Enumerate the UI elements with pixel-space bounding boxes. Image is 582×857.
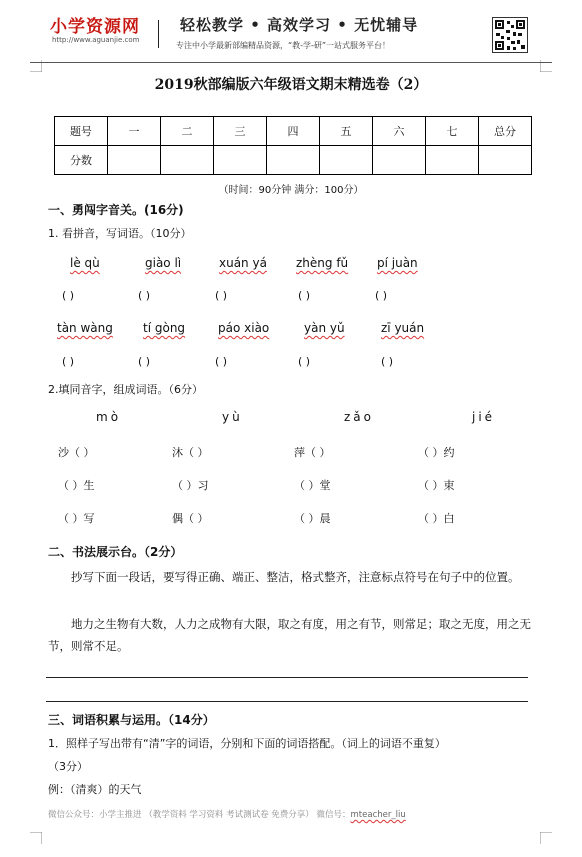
answer-blank[interactable]: ( ) [62,289,75,302]
question-prompt: 1. 看拼音，写词语。（10分） [48,227,192,240]
answer-blank[interactable]: ( ) [381,355,394,368]
answer-blank[interactable]: ( ) [215,289,228,302]
answer-blank[interactable]: ( ) [62,355,75,368]
header-divider [158,20,159,48]
score-blank-cell[interactable] [161,146,214,175]
pinyin-syllable: zǎo [344,410,374,424]
score-blank-cell[interactable] [267,146,320,175]
footer [48,808,406,820]
section-heading: 一、勇闯字音关。(16分) [48,203,184,217]
answer-blank[interactable]: ( ) [298,289,311,302]
score-blank-cell[interactable] [426,146,479,175]
homophone-blank[interactable]: 沐（ ） [172,446,209,459]
exam-title: 2019秋部编版六年级语文期末精选卷（2） [154,77,428,93]
homophone-blank[interactable]: （ ）约 [418,446,455,459]
homophone-blank[interactable]: 萍（ ） [294,446,331,459]
pinyin-word: yàn yǔ [304,321,345,335]
footer-wechat-id[interactable]: mteacher_liu [350,810,406,820]
corner-mark-bottom-left [30,832,42,844]
answer-blank[interactable]: ( ) [298,355,311,368]
homophone-blank[interactable]: （ ）堂 [294,479,331,492]
homophone-blank[interactable]: （ ）束 [418,479,455,492]
header-rule [30,62,552,63]
header-subtitle: 专注中小学最新部编精品资源，“教-学-研”一站式服务平台！ [176,41,391,50]
pinyin-word: zī yuán [381,321,425,335]
score-blank-cell[interactable] [373,146,426,175]
header-slogan: 轻松教学 • 高效学习 • 无忧辅导 [180,16,419,34]
score-blank-cell[interactable] [108,146,161,175]
corner-mark-bottom-right [540,832,552,844]
table-cell: 六 [373,117,426,146]
score-blank-cell[interactable] [320,146,373,175]
pinyin-word: pí juàn [377,256,418,270]
score-table-header-row [55,117,532,146]
question-prompt-cont: （3分） [48,760,88,773]
score-table-score-row [55,146,532,175]
site-url[interactable]: http://www.aguanjie.com [52,36,140,44]
table-cell: 总分 [479,117,532,146]
pinyin-word: xuán yá [219,256,267,270]
homophone-blank[interactable]: 沙（ ） [58,446,95,459]
writing-line[interactable] [46,677,528,678]
score-blank-cell[interactable] [214,146,267,175]
homophone-blank[interactable]: （ ）白 [418,512,455,525]
writing-line[interactable] [46,701,528,702]
section-heading: 三、词语积累与运用。（14分） [48,713,215,727]
homophone-blank[interactable]: 偶（ ） [172,512,209,525]
homophone-blank[interactable]: （ ）生 [58,479,95,492]
pinyin-word: lè qù [70,256,100,270]
instruction-paragraph: 抄写下面一段话，要写得正确、端正、整洁，格式整齐，注意标点符号在句子中的位置。 [71,570,520,584]
table-cell: 五 [320,117,373,146]
table-cell: 三 [214,117,267,146]
score-blank-cell[interactable] [479,146,532,175]
pinyin-syllable: jié [472,410,496,424]
homophone-blank[interactable]: （ ）写 [58,512,95,525]
footer-text: 微信公众号：小学主推进 （教学资料 学习资料 考试测试卷 免费分享） 微信号： [48,810,351,820]
table-cell: 分数 [55,146,108,175]
question-prompt: 1．照样子写出带有“清”字的词语，分别和下面的词语搭配。（词上的词语不重复） [48,737,446,750]
question-prompt: 2.填同音字，组成词语。（6分） [48,383,203,396]
answer-blank[interactable]: ( ) [138,355,151,368]
example-line: 例：（清爽）的天气 [48,783,142,796]
answer-blank[interactable]: ( ) [375,289,388,302]
table-cell: 题号 [55,117,108,146]
qr-code-icon [492,17,528,53]
pinyin-word: zhèng fǔ [296,256,349,270]
copy-passage: 地力之生物有大数，人力之成物有大限，取之有度，用之有节，则常足；取之无度，用之无节，则常不足。 [48,617,531,653]
pinyin-syllable: yù [222,410,243,424]
table-cell: 二 [161,117,214,146]
site-logo: 小学资源网 [50,17,140,37]
table-cell: 一 [108,117,161,146]
pinyin-word: páo xiào [218,321,270,335]
table-cell: 四 [267,117,320,146]
table-cell: 七 [426,117,479,146]
score-table [54,116,532,175]
time-info: （时间：90分钟 满分：100分） [218,185,364,196]
homophone-blank[interactable]: （ ）习 [172,479,209,492]
pinyin-word: tí gòng [143,321,186,335]
answer-blank[interactable]: ( ) [215,355,228,368]
pinyin-word: giào lì [145,256,182,270]
homophone-blank[interactable]: （ ）晨 [294,512,331,525]
pinyin-word: tàn wàng [57,321,113,335]
answer-blank[interactable]: ( ) [138,289,151,302]
pinyin-syllable: mò [96,410,122,424]
section-heading: 二、书法展示台。（2分） [48,545,183,559]
